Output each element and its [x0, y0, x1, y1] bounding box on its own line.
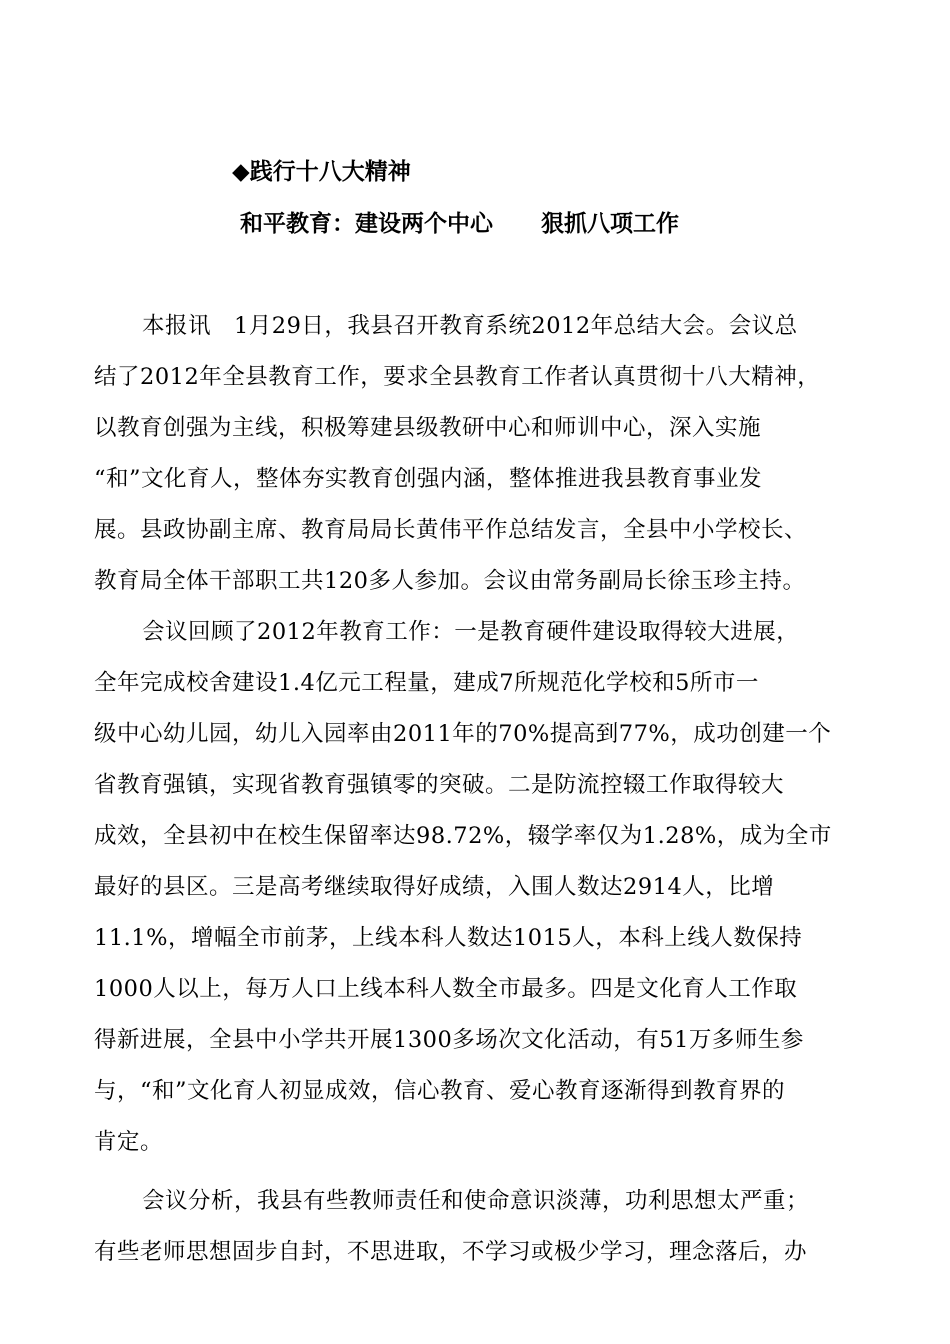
text-line: 会议回顾了2012年教育工作：一是教育硬件建设取得较大进展， — [142, 619, 800, 645]
text-line: 有些老师思想固步自封，不思进取，不学习或极少学习，理念落后，办 — [94, 1239, 808, 1265]
text-line: 本报讯 1月29日，我县召开教育系统2012年总结大会。会议总 — [142, 313, 798, 339]
text-line: 最好的县区。三是高考继续取得好成绩，入围人数达2914人，比增 — [94, 874, 775, 900]
text-line: 以教育创强为主线，积极筹建县级教研中心和师训中心，深入实施 — [94, 415, 762, 441]
text-line: 会议分析，我县有些教师责任和使命意识淡薄，功利思想太严重； — [142, 1188, 810, 1214]
text-line: 教育局全体干部职工共120多人参加。会议由常务副局长徐玉珍主持。 — [94, 568, 806, 594]
headline: 和平教育：建设两个中心 狠抓八项工作 — [240, 211, 680, 237]
text-line: 11.1%，增幅全市前茅，上线本科人数达1015人，本科上线人数保持 — [94, 925, 803, 951]
text-line: 肯定。 — [94, 1129, 164, 1155]
paragraph-gap — [94, 1173, 864, 1181]
text-line: 级中心幼儿园，幼儿入园率由2011年的70%提高到77%，成功创建一个 — [94, 721, 832, 747]
text-line: 展。县政协副主席、教育局局长黄伟平作总结发言，全县中小学校长、 — [94, 517, 808, 543]
text-line: 得新进展，全县中小学共开展1300多场次文化活动，有51万多师生参 — [94, 1027, 804, 1053]
text-line: 1000人以上，每万人口上线本科人数全市最多。四是文化育人工作取 — [94, 976, 798, 1002]
text-line: 全年完成校舍建设1.4亿元工程量，建成7所规范化学校和5所市一 — [94, 670, 759, 696]
text-line: 结了2012年全县教育工作，要求全县教育工作者认真贯彻十八大精神， — [94, 364, 821, 390]
article-body — [94, 306, 864, 1283]
text-line: 成效，全县初中在校生保留率达98.72%，辍学率仅为1.28%，成为全市 — [94, 823, 832, 849]
text-line: 与，“和”文化育人初显成效，信心教育、爱心教育逐渐得到教育界的 — [94, 1078, 786, 1104]
text-line: “和”文化育人，整体夯实教育创强内涵，整体推进我县教育事业发 — [94, 466, 763, 492]
text-line: 省教育强镇，实现省教育强镇零的突破。二是防流控辍工作取得较大 — [94, 772, 785, 798]
kicker-heading: ◆践行十八大精神 — [232, 159, 411, 185]
